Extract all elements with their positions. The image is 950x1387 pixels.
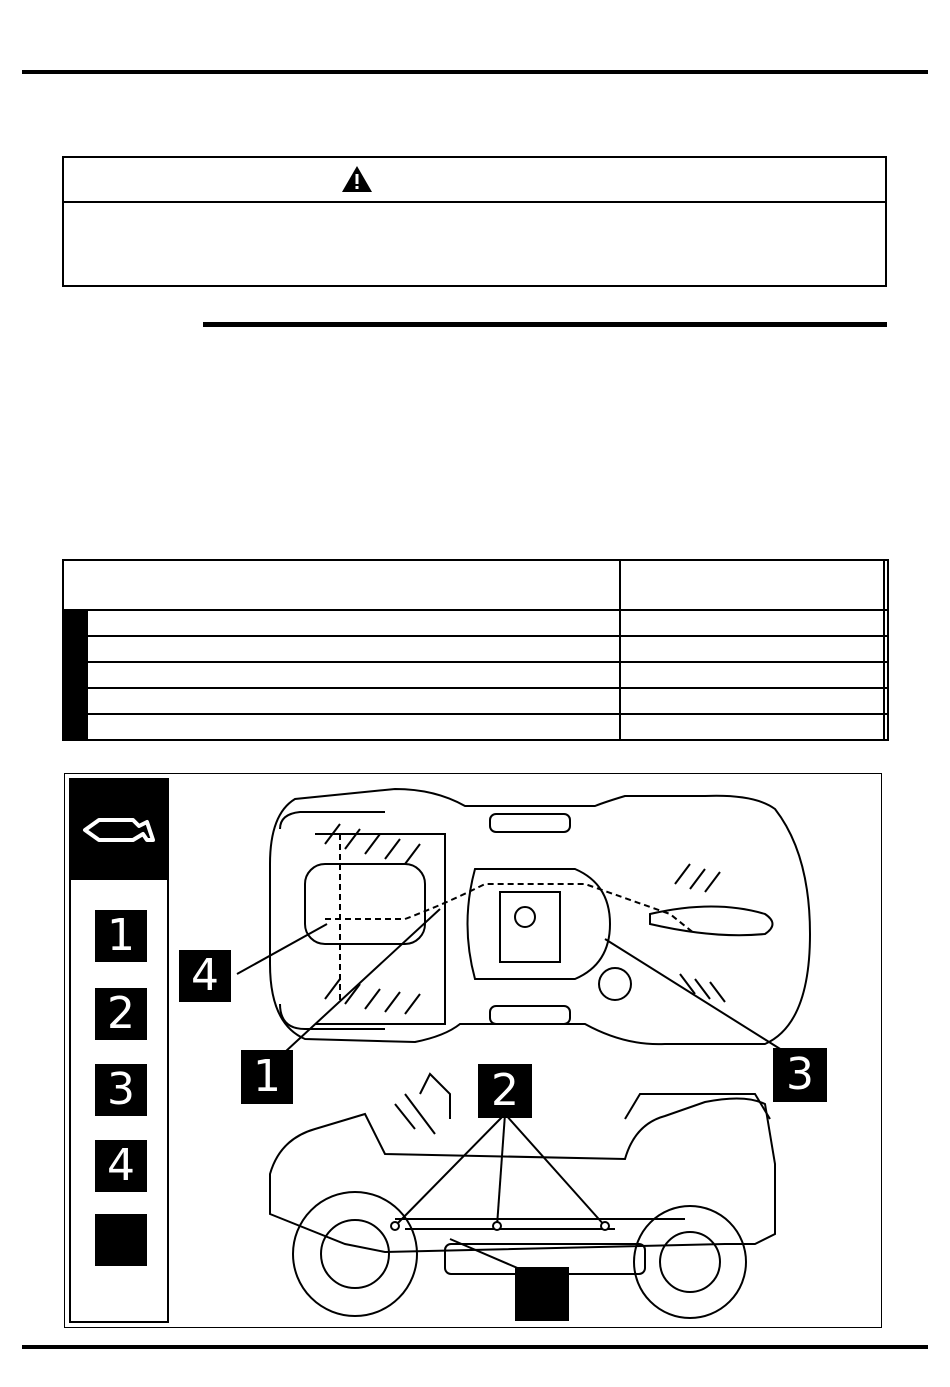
table-cell xyxy=(620,610,884,636)
warning-triangle-icon xyxy=(340,164,374,194)
legend-badge-1: 1 xyxy=(95,910,147,962)
legend-badge-3: 3 xyxy=(95,1064,147,1116)
table-cell xyxy=(620,688,884,714)
table-cell xyxy=(87,714,620,740)
tractor-figure xyxy=(64,773,882,1328)
warning-header xyxy=(64,158,885,203)
row-marker xyxy=(63,610,87,636)
table-row xyxy=(63,688,888,714)
table-row xyxy=(63,662,888,688)
table-cell xyxy=(884,714,888,740)
table-row xyxy=(63,714,888,740)
table-header-row xyxy=(63,560,888,610)
warning-box xyxy=(62,156,887,287)
table-row xyxy=(63,636,888,662)
table-header-cell xyxy=(63,560,620,610)
callout-4: 4 xyxy=(179,950,231,1002)
table-cell xyxy=(87,610,620,636)
table-cell xyxy=(87,688,620,714)
callout-1: 1 xyxy=(241,1050,293,1104)
section-rule xyxy=(203,322,887,327)
table-cell xyxy=(884,636,888,662)
row-marker xyxy=(63,636,87,662)
row-marker xyxy=(63,662,87,688)
table-cell xyxy=(620,636,884,662)
table-cell xyxy=(87,636,620,662)
table-header-cell xyxy=(620,560,884,610)
row-marker xyxy=(63,688,87,714)
row-marker xyxy=(63,714,87,740)
table-row xyxy=(63,610,888,636)
table-cell xyxy=(884,688,888,714)
callout-3: 3 xyxy=(773,1048,827,1102)
legend-badge-4: 4 xyxy=(95,1140,147,1192)
tractor-top-view xyxy=(65,774,883,1329)
callout-5 xyxy=(515,1267,569,1321)
callout-2: 2 xyxy=(478,1064,532,1118)
table-cell xyxy=(620,714,884,740)
table-cell xyxy=(884,662,888,688)
spec-table xyxy=(62,559,889,741)
table-header-cell xyxy=(884,560,888,610)
table-cell xyxy=(620,662,884,688)
table-cell xyxy=(87,662,620,688)
bottom-rule xyxy=(22,1345,928,1349)
legend-badge-2: 2 xyxy=(95,988,147,1040)
table-cell xyxy=(884,610,888,636)
top-rule xyxy=(22,70,928,74)
